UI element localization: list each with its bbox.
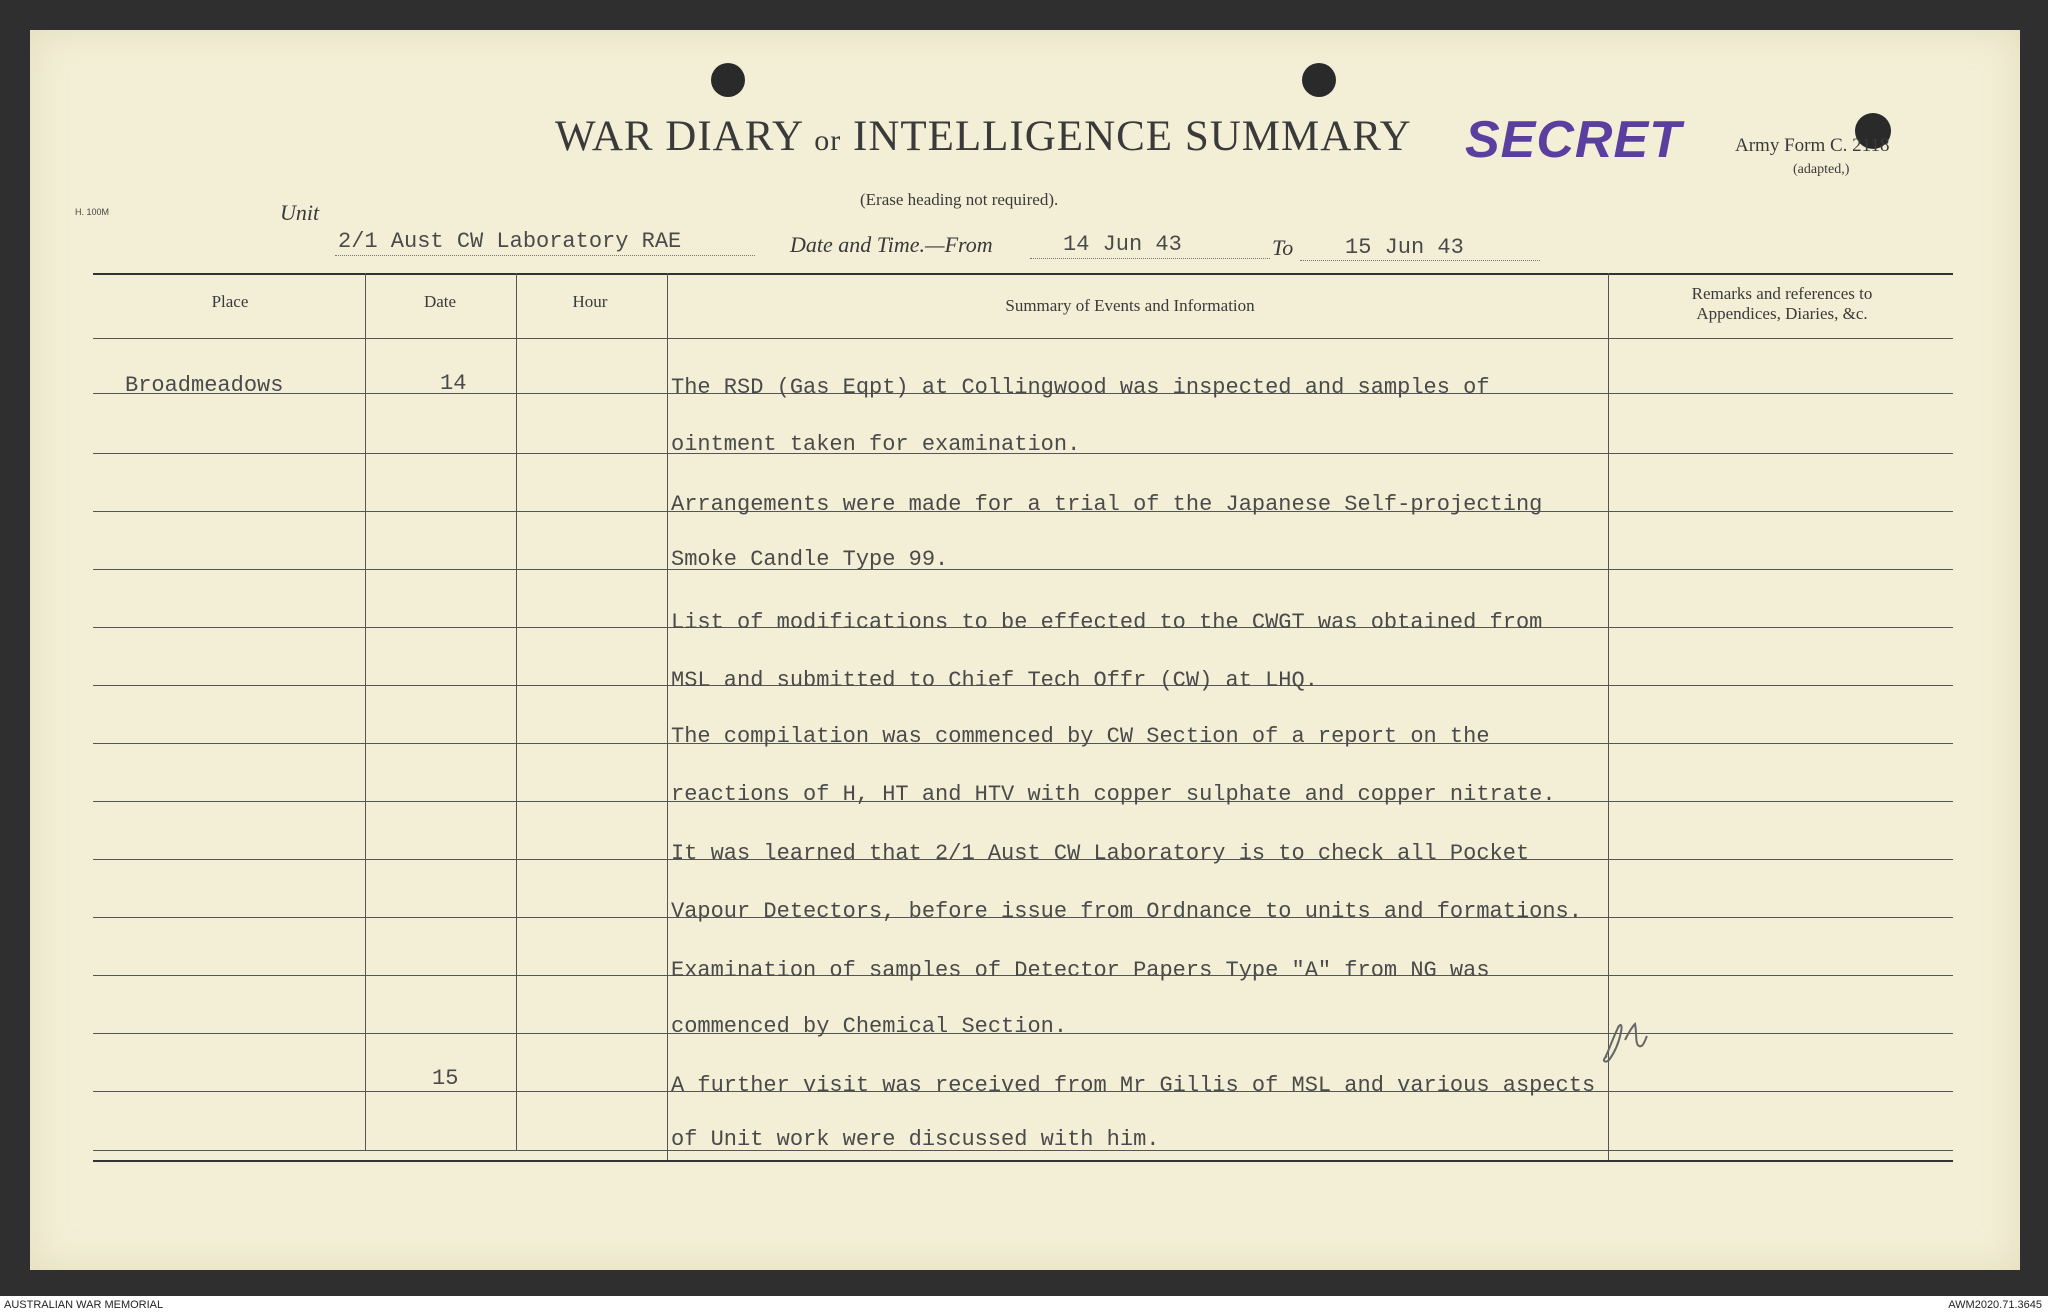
summary-line: Examination of samples of Detector Papers Type "A" from NG was [671,958,1490,983]
summary-line: Arrangements were made for a trial of the Japanese Self-projecting [671,492,1543,517]
army-form-number: Army Form C. 2118 [1735,135,1890,156]
column-header-hour: Hour [572,292,608,311]
column-header-place: Place [211,292,249,311]
title-or: or [814,124,842,157]
remarks-header-line1: Remarks and references to [1691,284,1873,303]
summary-line: It was learned that 2/1 Aust CW Laboratory is to check all Pocket [671,841,1530,866]
secret-stamp: SECRET [1465,111,1682,169]
summary-line: MSL and submitted to Chief Tech Offr (CW) at LHQ. [671,668,1318,693]
subtitle: (Erase heading not required). [860,190,1059,209]
adapted-note: (adapted,) [1793,162,1850,177]
column-header-date: Date [423,292,457,311]
archive-footer [0,1296,2048,1316]
archive-reference: AWM2020.71.3645 [1948,1299,2042,1311]
to-date-value: 15 Jun 43 [1345,235,1464,260]
date-time-from-label: Date and Time.—From [790,232,993,257]
title-war-diary: WAR DIARY [555,113,803,160]
title-intelligence-summary: INTELLIGENCE SUMMARY [853,113,1412,160]
to-label: To [1272,235,1294,260]
from-date-value: 14 Jun 43 [1063,232,1182,257]
form-code: H. 100M [75,207,110,217]
unit-label: Unit [280,200,320,225]
place-entry: Broadmeadows [125,373,284,398]
handwritten-initials-signature [1595,1010,1655,1070]
remarks-header-line2: Appendices, Diaries, &c. [1696,304,1868,323]
summary-line: ointment taken for examination. [671,432,1081,457]
summary-line: reactions of H, HT and HTV with copper sulphate and copper nitrate. [671,782,1556,807]
summary-line: The RSD (Gas Eqpt) at Collingwood was inspected and samples of [671,375,1490,400]
summary-line: List of modifications to be effected to the CWGT was obtained from [671,610,1543,635]
unit-value: 2/1 Aust CW Laboratory RAE [338,229,682,254]
column-header-summary: Summary of Events and Information [1005,296,1255,315]
summary-line: commenced by Chemical Section. [671,1014,1068,1039]
summary-line: Smoke Candle Type 99. [671,547,949,572]
date-entry-14: 14 [440,371,467,396]
summary-line: A further visit was received from Mr Gillis of MSL and various aspects [671,1073,1596,1098]
summary-line: The compilation was commenced by CW Section of a report on the [671,724,1490,749]
column-header-remarks [1612,284,1952,324]
summary-line: of Unit work were discussed with him. [671,1127,1160,1152]
archive-name: AUSTRALIAN WAR MEMORIAL [4,1299,164,1311]
date-entry-15: 15 [432,1066,459,1091]
summary-line: Vapour Detectors, before issue from Ordnance to units and formations. [671,899,1582,924]
